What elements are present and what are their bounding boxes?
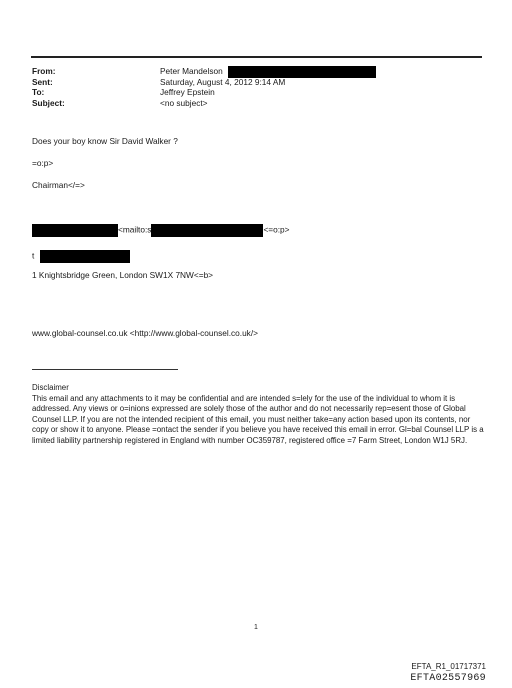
- body-line-2: =o:p>: [32, 158, 54, 168]
- subject-label: Subject:: [32, 97, 65, 108]
- subject-value: <no subject>: [160, 97, 208, 108]
- sent-label: Sent:: [32, 76, 53, 87]
- sent-value: Saturday, August 4, 2012 9:14 AM: [160, 76, 286, 87]
- redaction-block: [40, 250, 130, 263]
- phone-label: t: [32, 250, 35, 261]
- bates-number-1: EFTA_R1_01717371: [411, 662, 486, 671]
- to-value: Jeffrey Epstein: [160, 87, 215, 98]
- from-name: Peter Mandelson: [160, 66, 223, 77]
- redaction-block: [151, 224, 263, 237]
- signature-divider: [32, 369, 178, 370]
- bates-number-2: EFTA02557969: [410, 673, 486, 684]
- mailto-tail: <=o:p>: [263, 224, 290, 235]
- disclaimer-text: This email and any attachments to it may be confidential and are intended s=lely for the use of the individual to whom it is addressed. Any views or o=inions expressed are solely those of the author and do not necessarily rep=esent those of Global Counsel LLP. If you are not the intended recipient of this email, you must neither take=any action based upon its contents, nor copy or show it to anyone. Please =ontact the sender if you believe you have received this email in error. Gl=bal Counsel LLP is a limited liability partnership registered in England with number OC359787, registered office =7 Farm Street, London W1J 5RJ.: [32, 393, 484, 445]
- phone-line: [32, 250, 130, 263]
- disclaimer: [32, 383, 484, 446]
- mailto-line: [32, 224, 290, 237]
- to-label: To:: [32, 87, 45, 98]
- from-label: From:: [32, 66, 56, 76]
- redaction-block: [32, 224, 118, 237]
- header-rule: [31, 56, 482, 58]
- page-number: 1: [254, 624, 258, 631]
- mailto-text: <mailto:s: [118, 224, 152, 235]
- disclaimer-title: Disclaimer: [32, 383, 69, 392]
- body-line-1: Does your boy know Sir David Walker ?: [32, 136, 178, 146]
- body-line-3: Chairman</=>: [32, 180, 85, 190]
- website-line: www.global-counsel.co.uk <http://www.global-counsel.co.uk/>: [32, 328, 258, 338]
- address-line: 1 Knightsbridge Green, London SW1X 7NW<=b>: [32, 270, 214, 280]
